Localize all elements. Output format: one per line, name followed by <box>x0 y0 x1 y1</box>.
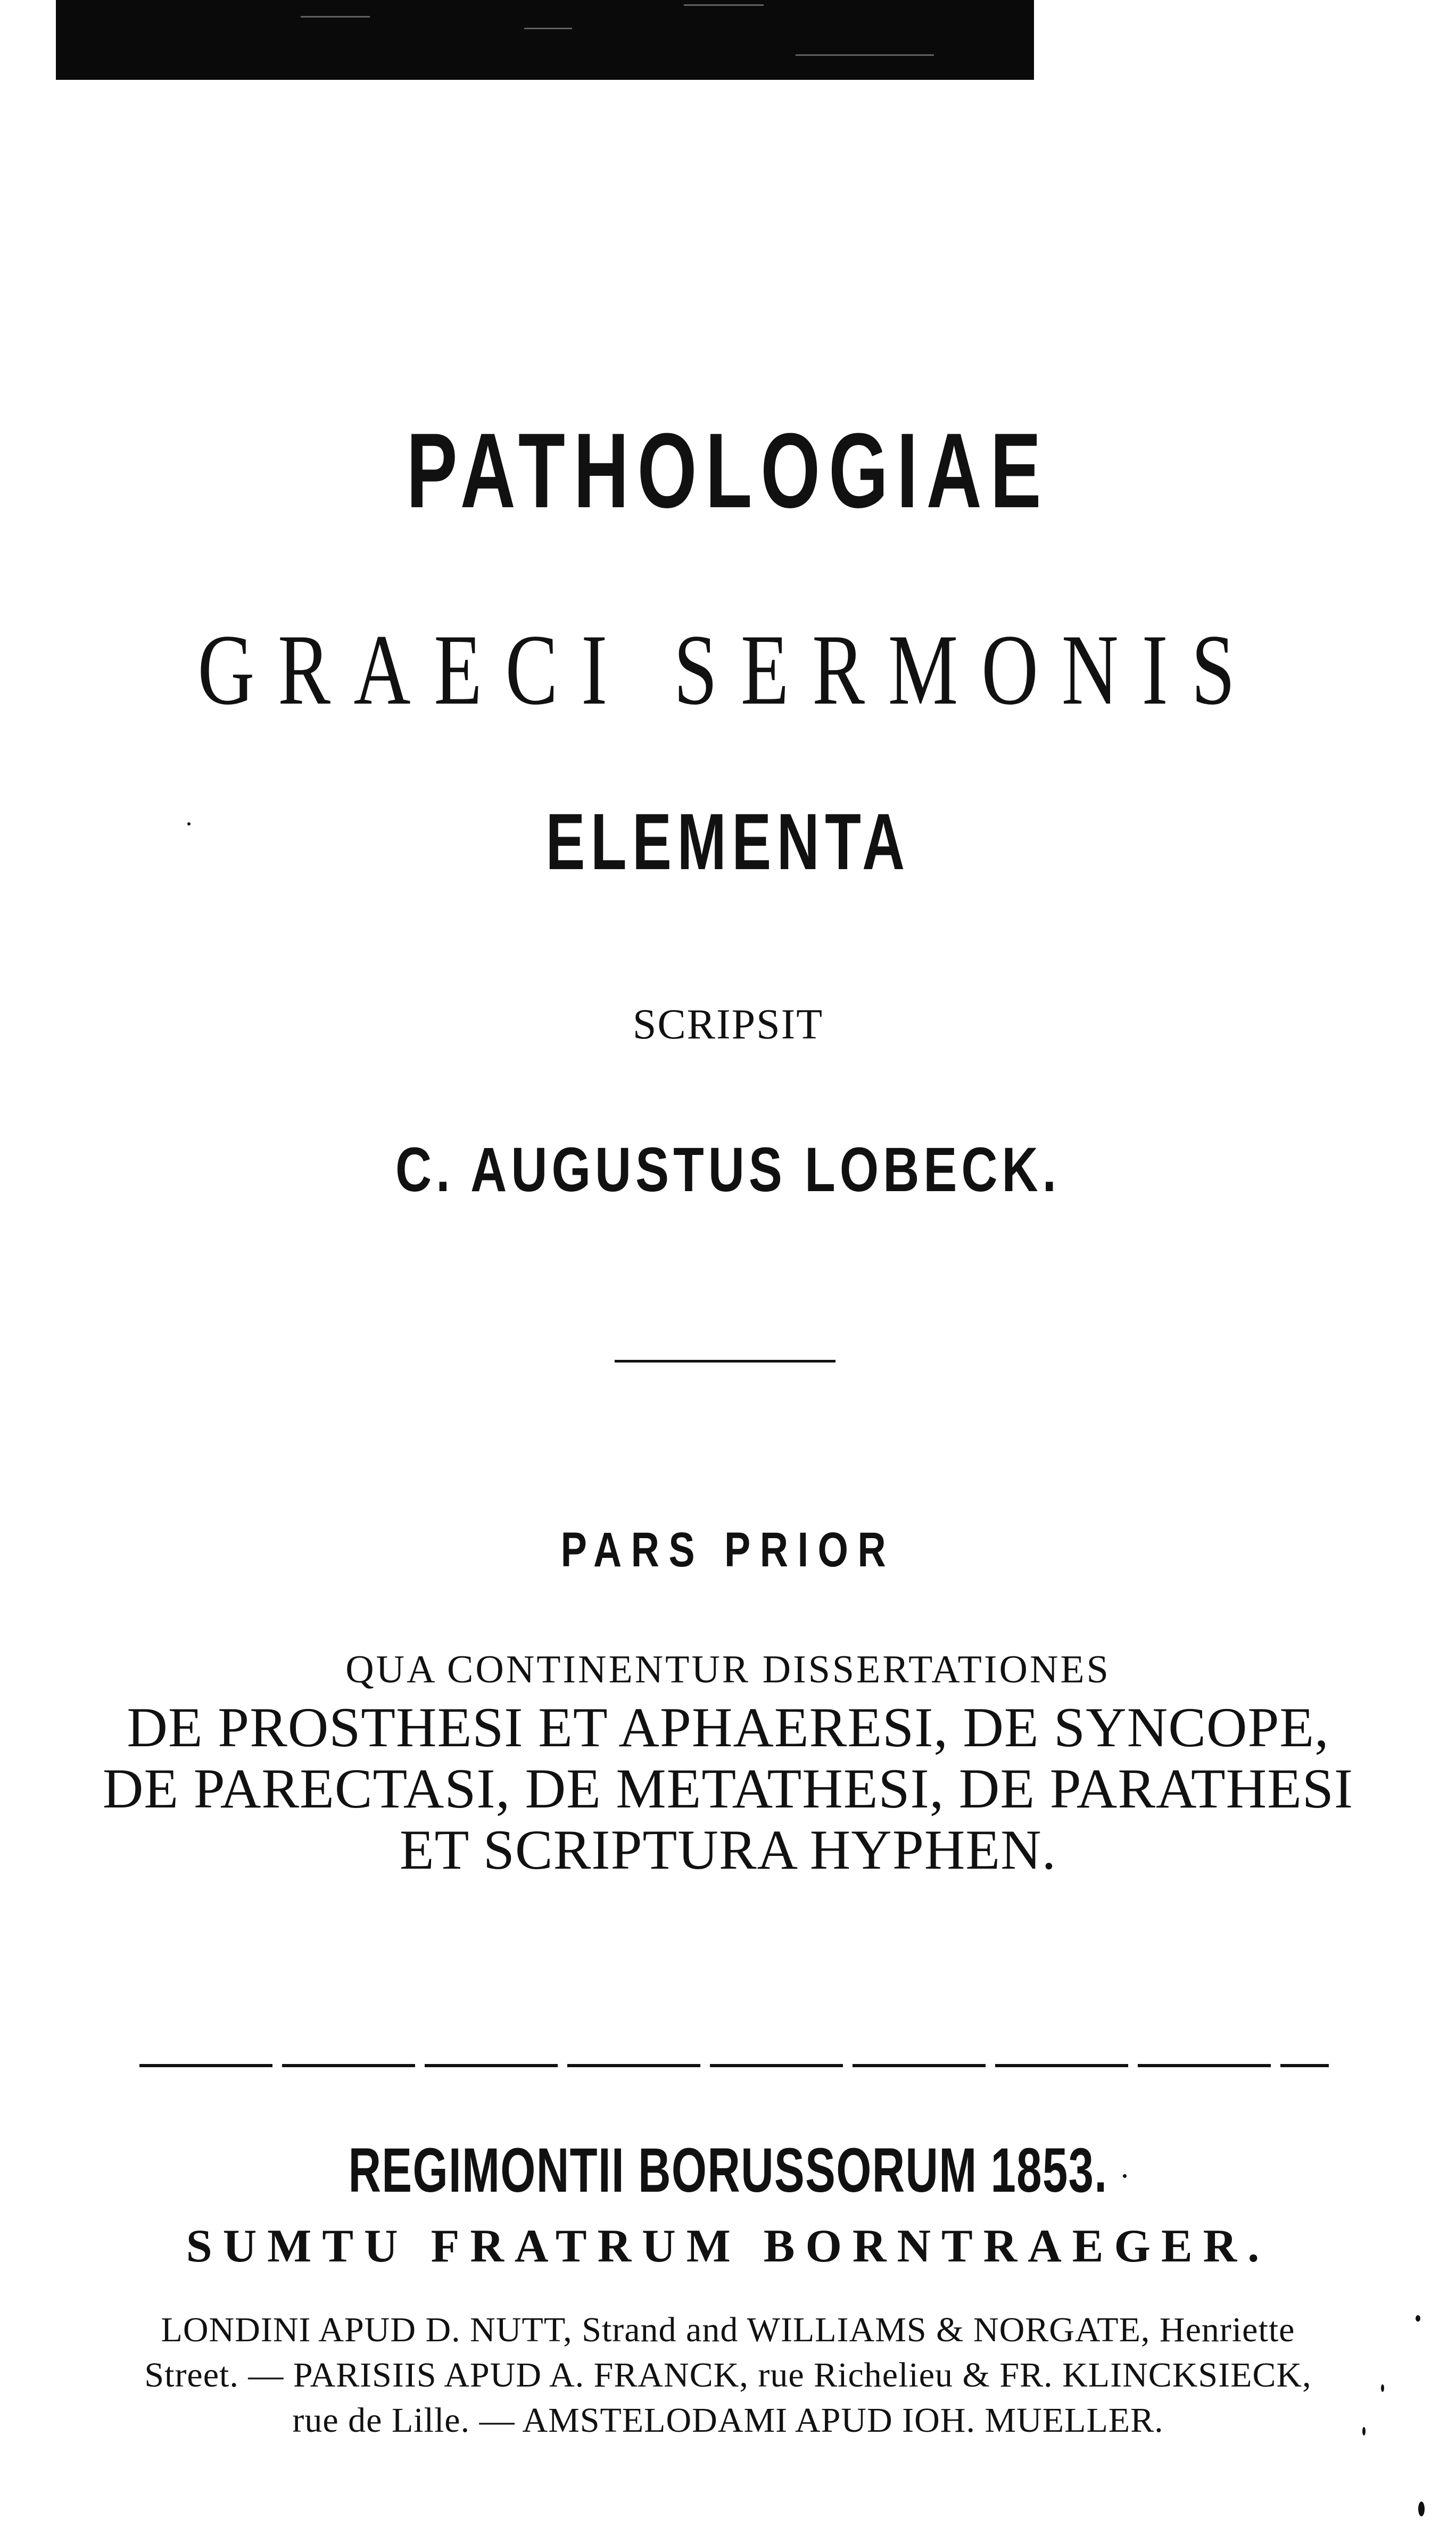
author-name: C. AUGUSTUS LOBECK. <box>395 1135 1061 1205</box>
contents-intro: QUA CONTINENTUR DISSERTATIONES <box>345 1648 1111 1691</box>
agents-line-1: LONDINI APUD D. NUTT, Strand and WILLIAMS & NORGATE, Henriette <box>161 2310 1295 2349</box>
scripsit-label: SCRIPSIT <box>632 1001 824 1048</box>
ink-speck <box>1362 2427 1366 2435</box>
ink-speck <box>1418 2501 1425 2516</box>
title-line-3: ELEMENTA <box>545 797 911 886</box>
divider-rule <box>615 1360 835 1363</box>
part-label: PARS PRIOR <box>560 1523 896 1577</box>
topics-line-3: ET SCRIPTURA HYPHEN. <box>399 1819 1057 1881</box>
agents-line-2: Street. — PARISIIS APUD A. FRANCK, rue Richelieu & FR. KLINCKSIECK, <box>144 2356 1312 2395</box>
ink-speck <box>1381 2384 1384 2392</box>
topics-line-1: DE PROSTHESI ET APHAERESI, DE SYNCOPE, <box>127 1696 1329 1758</box>
title-line-2: GRAECI SERMONIS <box>197 614 1259 726</box>
title-line-1: PATHOLOGIAE <box>406 411 1050 530</box>
agents-line-3: rue de Lille. — AMSTELODAMI APUD IOH. MUELLER. <box>292 2401 1164 2440</box>
ink-speck <box>1123 2174 1127 2178</box>
ink-speck <box>187 822 191 825</box>
ink-speck <box>1416 2315 1420 2322</box>
scan-edge-strip <box>56 0 1034 80</box>
publisher-line: SUMTU FRATRUM BORNTRAEGER. <box>186 2220 1270 2272</box>
place-and-year: REGIMONTII BORUSSORUM 1853. <box>348 2135 1108 2206</box>
dashed-divider-rule <box>139 2064 1329 2067</box>
topics-line-2: DE PARECTASI, DE METATHESI, DE PARATHESI <box>102 1757 1354 1820</box>
